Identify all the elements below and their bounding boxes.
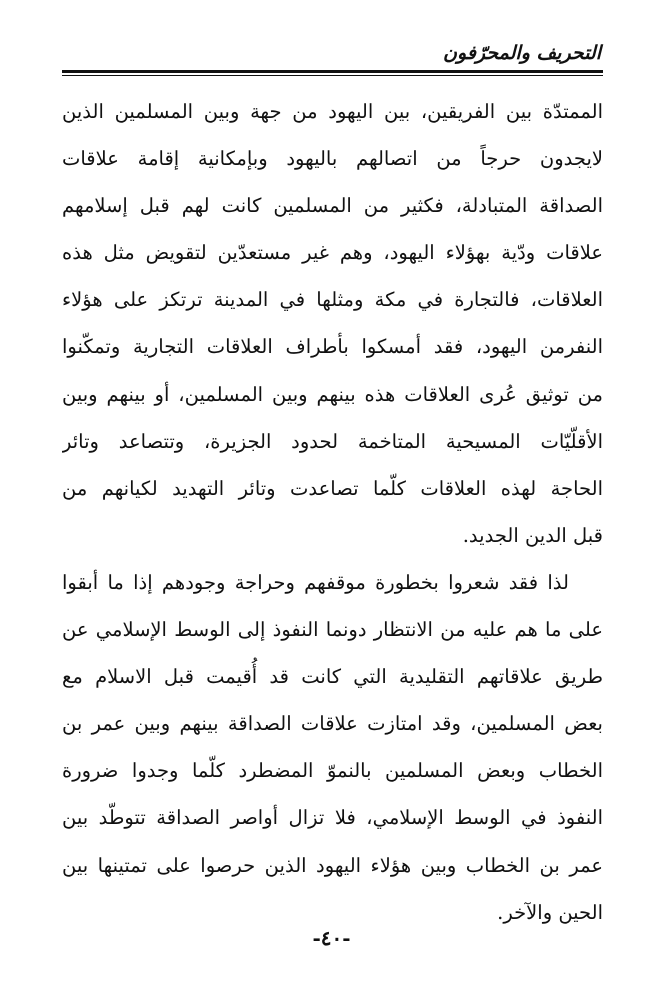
text-line: الحين والآخر. <box>497 900 603 924</box>
text-line: العلاقات، فالتجارة في مكة ومثلها في المدينة ترتكز على هؤلاء <box>62 288 603 312</box>
header-rule-thick <box>62 70 603 73</box>
text-line: الصداقة المتبادلة، فكثير من المسلمين كانت لهم قبل إسلامهم <box>62 194 603 218</box>
page-number: -٤٠- <box>312 926 351 950</box>
text-line: الأقلّيّات المسيحية المتاخمة لحدود الجزيرة، وتتصاعد وتائر <box>62 429 603 453</box>
paragraph-2 <box>62 559 603 936</box>
text-line: النفرمن اليهود، فقد أمسكوا بأطراف العلاقات التجارية وتمكّنوا <box>62 335 603 359</box>
text-line: من توثيق عُرى العلاقات هذه بينهم وبين المسلمين، أو بينهم وبين <box>62 382 603 406</box>
body-text <box>62 88 603 936</box>
text-line: طريق علاقاتهم التقليدية التي كانت قد أُقيمت قبل الاسلام مع <box>62 665 603 689</box>
header-rule-thin <box>62 75 603 76</box>
text-line: على ما هم عليه من الانتظار دونما النفوذ إلى الوسط الإسلامي عن <box>62 618 603 642</box>
text-line: الممتدّة بين الفريقين، بين اليهود من جهة وبين المسلمين الذين <box>62 100 603 123</box>
running-header-title: التحريف والمحرّفون <box>443 42 601 64</box>
text-line: بعض المسلمين، وقد امتازت علاقات الصداقة بينهم وبين عمر بن <box>62 712 603 736</box>
text-line: لذا فقد شعروا بخطورة موقفهم وحراجة وجودهم إذا ما أبقوا <box>62 570 569 594</box>
text-line: قبل الدين الجديد. <box>462 523 603 547</box>
text-line: علاقات ودّية بهؤلاء اليهود، وهم غير مستعدّين لتقويض مثل هذه <box>62 241 603 265</box>
paragraph-1 <box>62 88 603 559</box>
text-line: النفوذ في الوسط الإسلامي، فلا تزال أواصر الصداقة تتوطّد بين <box>62 806 603 830</box>
text-line: لايجدون حرجاً من اتصالهم باليهود وبإمكانية إقامة علاقات <box>62 147 603 171</box>
text-line: الخطاب وبعض المسلمين بالنموّ المضطرد كلّما وجدوا ضرورة <box>62 759 603 783</box>
text-line: الحاجة لهذه العلاقات كلّما تصاعدت وتائر التهديد لكيانهم من <box>62 476 603 500</box>
text-line: عمر بن الخطاب وبين هؤلاء اليهود الذين حرصوا على تمتينها بين <box>62 853 603 877</box>
